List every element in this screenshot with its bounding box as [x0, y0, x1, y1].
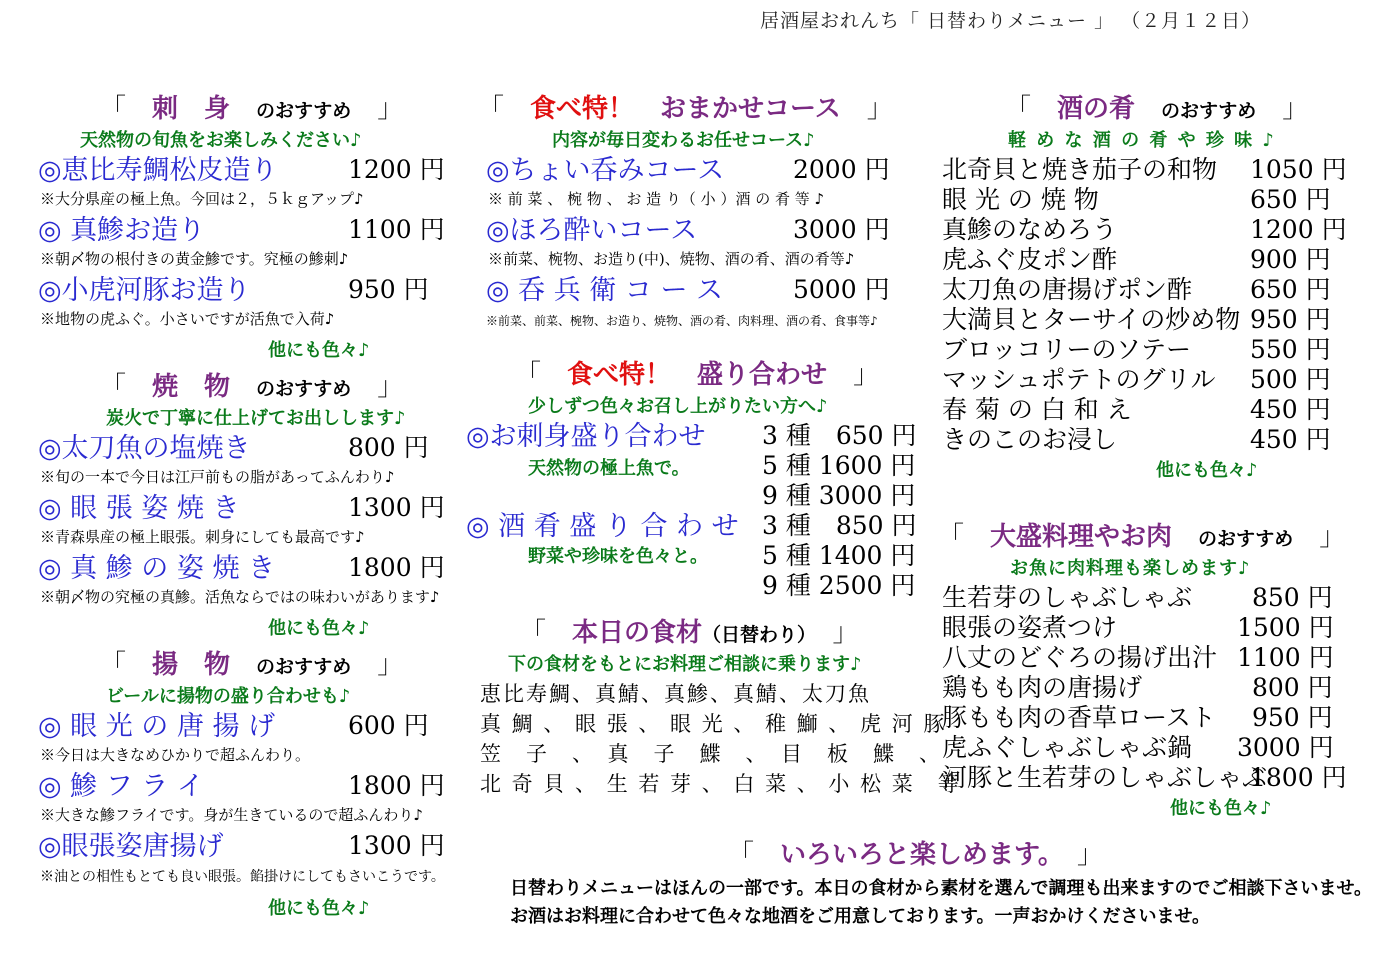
- menu-item-price: 850 円: [1252, 583, 1333, 612]
- menu-item-price: 550 円: [1250, 335, 1331, 364]
- more-note: 他にも色々♪: [268, 898, 370, 919]
- menu-item-note: ※前菜、前菜、椀物、お造り、焼物、酒の肴、肉料理、酒の肴、食事等♪: [486, 314, 878, 328]
- menu-item-name: きのこのお浸し: [942, 425, 1118, 454]
- agemono-title: 「 揚 物 のおすすめ 」: [100, 650, 404, 680]
- menu-item-price: 1200 円: [348, 155, 445, 184]
- oomori-sub: お魚に肉料理も楽しめます♪: [1010, 558, 1251, 579]
- menu-item-note: ※大きな鯵フライです。身が生きているので超ふんわり♪: [40, 806, 423, 824]
- menu-item-name: ブロッコリーのソテー: [942, 335, 1192, 364]
- menu-item-name: ◎ほろ酔いコース: [486, 215, 698, 246]
- menu-item-price: 1200 円: [1250, 215, 1347, 244]
- menu-item-note: ※前菜、椀物、お造り(中)、焼物、酒の肴、酒の肴等♪: [488, 250, 855, 268]
- menu-item-name: ◎眼張姿唐揚げ: [38, 831, 224, 862]
- sakenosakana-sub: 軽 め な 酒 の 肴 や 珍 味 ♪: [1008, 130, 1276, 151]
- ingredient-line: 恵比寿鯛、真鯖、真鯵、真鯖、太刀魚: [480, 682, 871, 706]
- ingredient-line: 笠 子 、 真 子 鰈 、 目 板 鰈 、: [480, 742, 942, 766]
- menu-item-note: ※朝〆物の究極の真鯵。活魚ならではの味わいがあります♪: [40, 588, 440, 606]
- menu-item-name: 鶏もも肉の唐揚げ: [942, 673, 1143, 702]
- menu-item-name: ◎お刺身盛り合わせ: [466, 421, 706, 452]
- menu-item-note: ※油との相性もとても良い眼張。餡掛けにしてもさいこうです。: [40, 869, 445, 885]
- menu-item-sub: 野菜や珍味を色々と。: [528, 546, 708, 567]
- menu-item-price: 9 種 3000 円: [762, 481, 916, 510]
- moriawase-sub: 少しずつ色々お召し上がりたい方へ♪: [528, 396, 828, 417]
- menu-item-price: 1100 円: [348, 215, 445, 244]
- menu-item-name: ◎ 眼 光 の 唐 揚 げ: [38, 711, 276, 742]
- menu-item-price: 1800 円: [348, 553, 445, 582]
- more-note: 他にも色々♪: [1156, 460, 1258, 481]
- ingredient-line: 真 鯛 、 眼 張 、 眼 光 、 稚 鰤 、 虎 河 豚: [480, 712, 947, 736]
- menu-item-note: ※朝〆物の根付きの黄金鯵です。究極の鯵刺♪: [40, 250, 349, 268]
- menu-item-price: 5 種 1400 円: [762, 541, 916, 570]
- menu-item-note: ※今日は大きなめひかりで超ふんわり。: [40, 746, 311, 764]
- menu-item-price: 1100 円: [1237, 643, 1334, 672]
- menu-item-price: 3000 円: [1237, 733, 1334, 762]
- menu-item-name: ◎小虎河豚お造り: [38, 275, 251, 306]
- menu-item-price: 600 円: [348, 711, 429, 740]
- menu-item-name: ◎ 呑 兵 衛 コ ー ス: [486, 275, 724, 306]
- menu-item-name: ◎ 眼 張 姿 焼 き: [38, 493, 240, 524]
- menu-item-price: 2000 円: [793, 155, 890, 184]
- menu-item-name: 大満貝とターサイの炒め物: [942, 305, 1241, 334]
- menu-item-price: 900 円: [1250, 245, 1331, 274]
- menu-item-price: 650 円: [1250, 275, 1331, 304]
- menu-item-price: 1800 円: [348, 771, 445, 800]
- menu-item-note: ※旬の一本で今日は江戸前もの脂があってふんわり♪: [40, 468, 395, 486]
- moriawase-title: 「 食べ特！ 盛り合わせ 」: [515, 360, 880, 390]
- menu-item-name: 生若芽のしゃぶしゃぶ: [942, 583, 1193, 612]
- footer-line: お酒はお料理に合わせて色々な地酒をご用意しております。一声おかけくださいませ。: [510, 906, 1211, 927]
- ingredient-line: 北 奇 貝 、 生 若 芽 、 白 菜 、 小 松 菜 等: [480, 772, 961, 796]
- menu-item-note: ※青森県産の極上眼張。刺身にしても最高です♪: [40, 528, 365, 546]
- menu-item-price: 1050 円: [1250, 155, 1347, 184]
- menu-item-sub: 天然物の極上魚で。: [528, 458, 690, 479]
- sashimi-title: 「 刺 身 のおすすめ 」: [100, 94, 404, 124]
- menu-item-name: 虎ふぐしゃぶしゃぶ鍋: [942, 733, 1193, 762]
- menu-item-name: ◎ 真鯵お造り: [38, 215, 206, 246]
- menu-item-name: マッシュポテトのグリル: [942, 365, 1216, 394]
- menu-item-name: ◎ 真 鯵 の 姿 焼 き: [38, 553, 276, 584]
- menu-item-price: 450 円: [1250, 425, 1331, 454]
- menu-item-name: ◎ 酒 肴 盛 り 合 わ せ: [466, 511, 739, 542]
- shokuzai-sub: 下の食材をもとにお料理ご相談に乗ります♪: [508, 654, 862, 675]
- menu-item-price: 5 種 1600 円: [762, 451, 916, 480]
- menu-item-price: 1300 円: [348, 493, 445, 522]
- menu-item-name: 北奇貝と焼き茄子の和物: [942, 155, 1218, 184]
- menu-item-price: 5000 円: [793, 275, 890, 304]
- menu-item-price: 650 円: [1250, 185, 1331, 214]
- menu-item-name: ◎ちょい呑みコース: [486, 155, 725, 186]
- course-title: 「 食べ特！ おまかせコース 」: [478, 94, 893, 124]
- menu-item-name: 眼張の姿煮つけ: [942, 613, 1118, 642]
- menu-item-name: 河豚と生若芽のしゃぶしゃぶ: [942, 763, 1268, 792]
- menu-item-price: 9 種 2500 円: [762, 571, 916, 600]
- menu-item-price: 500 円: [1250, 365, 1331, 394]
- menu-item-name: 虎ふぐ皮ポン酢: [942, 245, 1118, 274]
- menu-item-name: 八丈のどぐろの揚げ出汁: [942, 643, 1218, 672]
- menu-item-name: 眼 光 の 焼 物: [942, 185, 1099, 214]
- menu-item-name: ◎恵比寿鯛松皮造り: [38, 155, 278, 186]
- menu-item-note: ※地物の虎ふぐ。小さいですが活魚で入荷♪: [40, 310, 335, 328]
- footer-line: 日替わりメニューはほんの一部です。本日の食材から素材を選んで調理も出来ますのでご相談下さいませ。: [510, 878, 1373, 899]
- menu-item-name: ◎太刀魚の塩焼き: [38, 433, 251, 464]
- course-sub: 内容が毎日変わるお任せコース♪: [552, 130, 815, 151]
- menu-item-note: ※ 前 菜 、 椀 物 、 お 造 り（ 小 ）酒 の 肴 等 ♪: [488, 190, 825, 208]
- menu-item-price: 1800 円: [1250, 763, 1347, 792]
- menu-item-price: 450 円: [1250, 395, 1331, 424]
- sakenosakana-title: 「 酒の肴 のおすすめ 」: [1005, 94, 1309, 124]
- page-header: 居酒屋おれんち「 日替わりメニュー 」 （２月１２日）: [760, 10, 1262, 32]
- menu-item-name: 春 菊 の 白 和 え: [942, 395, 1132, 424]
- menu-item-price: 1300 円: [348, 831, 445, 860]
- menu-item-price: 950 円: [348, 275, 429, 304]
- menu-item-price: 950 円: [1252, 703, 1333, 732]
- menu-item-note: ※大分県産の極上魚。今回は２，５ｋｇアップ♪: [40, 190, 364, 208]
- oomori-title: 「 大盛料理やお肉 のおすすめ 」: [938, 522, 1346, 552]
- more-note: 他にも色々♪: [268, 618, 370, 639]
- menu-item-name: 真鯵のなめろう: [942, 215, 1118, 244]
- yakimono-title: 「 焼 物 のおすすめ 」: [100, 372, 404, 402]
- more-note: 他にも色々♪: [1170, 798, 1272, 819]
- menu-item-price: 3 種 850 円: [762, 511, 917, 540]
- menu-item-price: 3000 円: [793, 215, 890, 244]
- menu-item-name: ◎ 鯵 フ ラ イ: [38, 771, 204, 802]
- menu-item-price: 800 円: [348, 433, 429, 462]
- menu-item-name: 太刀魚の唐揚げポン酢: [942, 275, 1193, 304]
- menu-item-price: 950 円: [1250, 305, 1331, 334]
- more-note: 他にも色々♪: [268, 340, 370, 361]
- shokuzai-title: 「 本日の食材（日替わり） 」: [520, 618, 859, 648]
- menu-item-price: 800 円: [1252, 673, 1333, 702]
- menu-item-price: 1500 円: [1237, 613, 1334, 642]
- sashimi-sub: 天然物の旬魚をお楽しみください♪: [80, 130, 362, 151]
- agemono-sub: ビールに揚物の盛り合わせも♪: [106, 686, 351, 707]
- yakimono-sub: 炭火で丁寧に仕上げてお出しします♪: [106, 408, 406, 429]
- menu-item-price: 3 種 650 円: [762, 421, 917, 450]
- footer-title: 「 いろいろと楽しめます。 」: [728, 840, 1103, 870]
- menu-item-name: 豚もも肉の香草ロースト: [942, 703, 1216, 732]
